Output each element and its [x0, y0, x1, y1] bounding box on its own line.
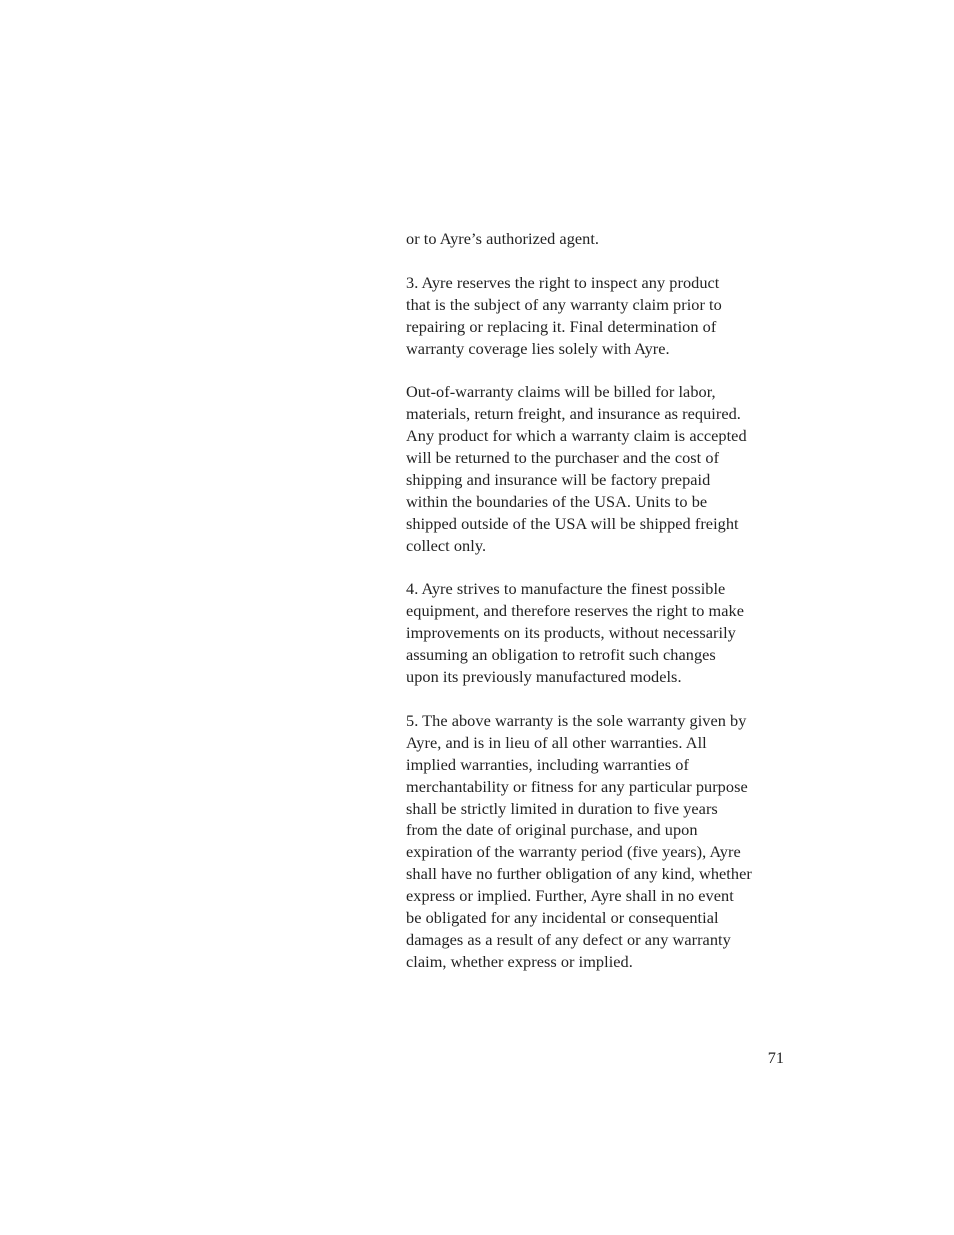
paragraph-item-3: 3. Ayre reserves the right to inspect any product that is the subject of any warranty claim prior to repairing or replacing it. Final determination of warranty coverage lies solely with Ayre. [406, 272, 722, 358]
paragraph-item-4: 4. Ayre strives to manufacture the finest possible equipment, and therefore reserves the right to make improvements on its products, without necessarily assuming an obligation to retrofit such changes upon its previously manufactured models. [406, 579, 744, 687]
paragraph-out-of-warranty: Out-of-warranty claims will be billed for labor, materials, return freight, and insurance as required. Any product for which a warranty claim is accepted will be returned to the purchaser and the cost of shipping and insurance will be factory prepaid within the boundaries of the USA. Units to be shipped outside of the USA will be shipped freight collect only. [406, 382, 747, 555]
page-number: 71 [767, 1048, 784, 1067]
paragraph-item-5: 5. The above warranty is the sole warranty given by Ayre, and is in lieu of all other warranties. All implied warranties, including warranties of merchantability or fitness for any particular purpose shall be strictly limited in duration to five years from the date of original purchase, and upon expiration of the warranty period (five years), Ayre shall have no further obligation of any kind, whether express or implied. Further, Ayre shall in no event be obligated for any incidental or consequential damages as a result of any defect or any warranty claim, whether express or implied. [406, 710, 752, 971]
body-text [406, 228, 790, 995]
paragraph-continuation: or to Ayre’s authorized agent. [406, 229, 600, 248]
